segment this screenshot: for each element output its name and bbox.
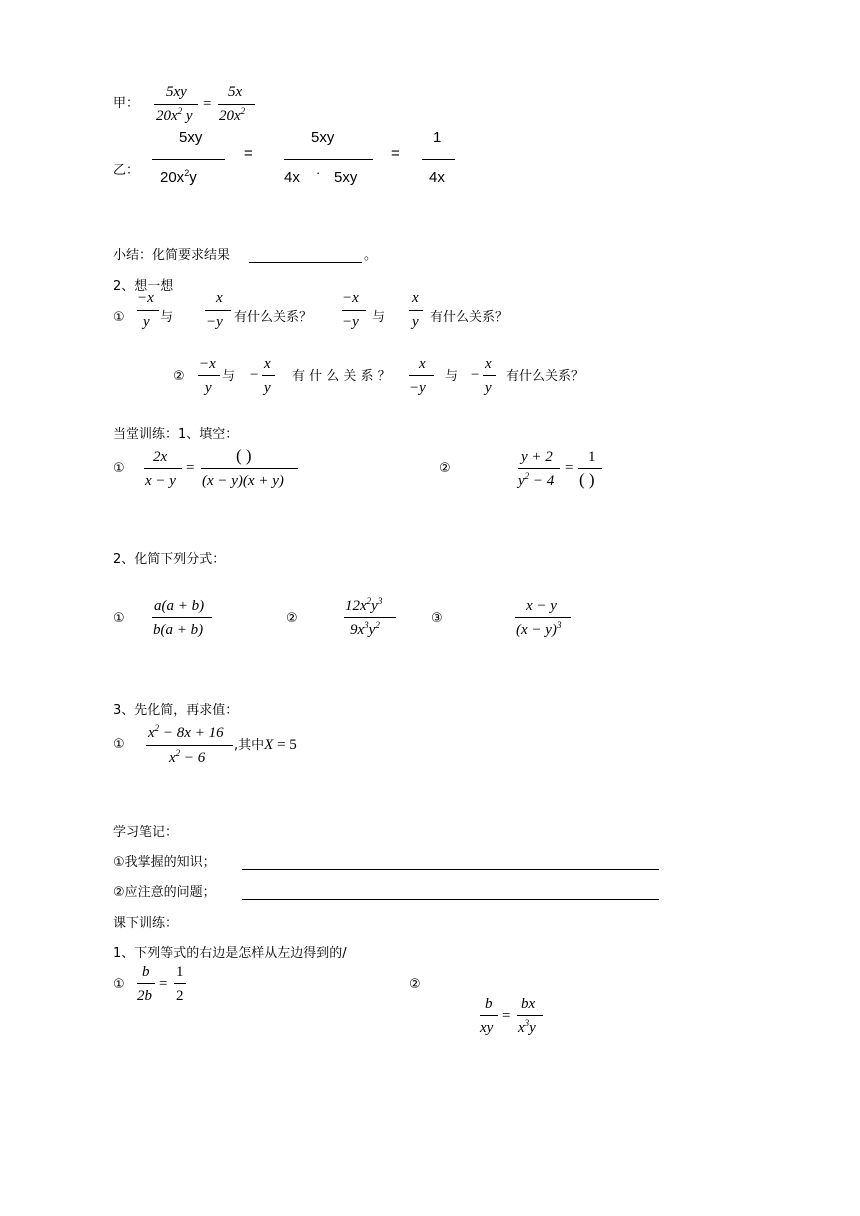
notes-blank-2[interactable] [242,899,659,900]
fraction-den: xy [480,1020,494,1036]
question-text: 有什么关系？ [430,310,509,325]
fraction-bar [201,468,298,469]
fraction-den: x − y [145,473,176,489]
fraction-bar [515,617,571,618]
multiplication-dot: · [316,165,321,180]
fraction-num: 1 [588,449,596,465]
fraction-den: $(x - y)^3$ [516,620,562,638]
fraction-bar [480,1015,498,1016]
fraction-bar [137,983,155,984]
fraction-bar [146,745,233,746]
practice-title: 当堂训练：1、填空： [113,427,239,442]
item-marker: ① [113,461,125,476]
yi-denominator-2-a: 4x [284,169,300,186]
minus-sign: − [250,367,259,383]
yi-numerator-3: 1 [433,129,442,146]
homework-title: 课下训练： [113,916,179,931]
notes-title: 学习笔记： [113,825,179,840]
fraction-bar [518,468,560,469]
yi-denominator-3: 4x [429,169,445,186]
fraction-num: 2x [153,449,168,465]
connector-text: 与 [160,310,174,325]
fraction-den: 2 [176,988,184,1004]
jia-denominator-1: $20x^2$ y [156,106,193,124]
evaluate-condition: ,其中X = 5 [234,737,297,753]
fraction-num: b [142,964,150,980]
yi-numerator-2: 5xy [311,129,335,146]
notes-item-knowledge: ①我掌握的知识； [113,855,216,870]
answer-blank[interactable]: ( ) [579,470,595,489]
fraction-bar [578,468,602,469]
fraction-den: 2b [137,988,152,1004]
homework-question: 1、下列等式的右边是怎样从左边得到的/ [113,946,347,961]
jia-denominator-2: $20x^2$ [219,106,246,124]
fraction-bar [205,310,231,311]
fraction-den: y [205,380,212,396]
fraction-den: (x − y)(x + y) [202,473,284,489]
yi-denominator-1: $20x^2y$ [160,168,197,186]
fraction-bar [137,310,159,311]
item-marker: ① [113,977,125,992]
fraction-num: x [264,356,271,372]
fraction-den: $x^3y$ [518,1018,536,1036]
item-marker: ① [113,611,125,626]
fraction-num: −x [199,356,216,372]
fraction-num: x [216,290,223,306]
simplify-title: 2、化简下列分式： [113,552,226,567]
question-text: 有什么关系？ [234,310,313,325]
fraction-num: −x [342,290,359,306]
section-title: 2、想一想 [113,279,174,294]
fraction-den: $9x^3y^2$ [350,620,380,638]
yi-label: 乙： [113,163,140,178]
fraction-num: x [412,290,419,306]
notes-blank-1[interactable] [242,869,659,870]
fraction-num: $x^2 - 8x + 16$ [148,723,224,741]
fraction-num: x − y [526,598,557,614]
minus-sign: − [471,367,480,383]
jia-numerator-2: 5x [228,84,243,100]
fraction-den: y [485,380,492,396]
evaluate-title: 3、先化简，再求值： [113,703,239,718]
question-text: 有什么关系？ [506,369,585,384]
yi-denominator-2-b: 5xy [334,169,358,186]
fraction-den: y [143,314,150,330]
item-marker: ② [439,461,451,476]
fraction-bar [218,104,255,105]
fraction-bar [198,375,220,376]
fraction-den: −y [206,314,223,330]
fraction-den: y [412,314,419,330]
notes-item-attention: ②应注意的问题； [113,885,216,900]
answer-blank[interactable]: ( ) [236,446,252,465]
item-marker: ② [173,369,185,384]
fraction-bar [262,375,275,376]
equals-sign: = [203,96,212,112]
fraction-bar [483,375,496,376]
fraction-bar [344,617,396,618]
fraction-bar [409,310,423,311]
fraction-den: y [264,380,271,396]
fraction-bar [409,375,434,376]
summary-end: 。 [364,248,378,263]
fraction-bar [144,468,182,469]
item-marker: ③ [431,611,443,626]
equals-sign: = [502,1008,511,1024]
fraction-bar [174,983,186,984]
jia-label: 甲： [113,96,140,111]
item-marker: ① [113,310,125,325]
fraction-bar [152,159,225,160]
fraction-num: −x [137,290,154,306]
equals-sign: = [159,976,168,992]
answer-blank[interactable] [249,262,362,263]
fraction-bar [342,310,366,311]
fraction-den: −y [342,314,359,330]
fraction-bar [517,1015,543,1016]
yi-numerator-1: 5xy [179,129,203,146]
fraction-num: y + 2 [521,449,553,465]
connector-text: 与 [222,369,236,384]
fraction-bar [422,159,455,160]
question-text: 有 什 么 关 系 ？ [292,369,391,384]
fraction-den: b(a + b) [153,622,204,638]
fraction-den: $x^2 - 6$ [169,748,206,766]
equals-sign: = [565,460,574,476]
equals-sign: = [391,145,400,162]
fraction-num: 1 [176,964,184,980]
item-marker: ① [113,737,125,752]
jia-numerator-1: 5xy [166,84,187,100]
equals-sign: = [244,145,253,162]
fraction-num: bx [521,996,536,1012]
fraction-bar [154,104,198,105]
fraction-num: x [485,356,492,372]
item-marker: ② [286,611,298,626]
fraction-num: a(a + b) [154,598,205,614]
item-marker: ② [409,977,421,992]
fraction-bar [284,159,373,160]
connector-text: 与 [445,369,459,384]
fraction-bar [152,617,212,618]
fraction-num: x [419,356,426,372]
connector-text: 与 [372,310,386,325]
equals-sign: = [186,460,195,476]
fraction-den: $y^2 - 4$ [518,471,555,489]
fraction-num: b [485,996,493,1012]
fraction-den: −y [409,380,426,396]
summary-text: 小结：化简要求结果 [113,248,231,263]
fraction-num: $12x^2y^3$ [345,596,383,614]
